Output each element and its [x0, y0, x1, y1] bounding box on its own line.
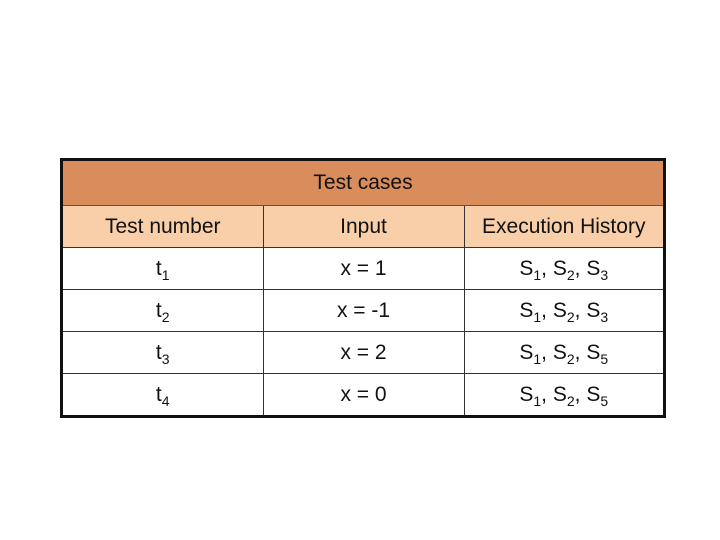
- input-cell: x = 2: [263, 332, 464, 374]
- input-cell: x = 0: [263, 374, 464, 416]
- table-row: [63, 332, 663, 374]
- column-header-input: Input: [263, 206, 464, 248]
- column-header-execution-history: Execution History: [464, 206, 663, 248]
- execution-history-cell: $S_1$, $S_2$, $S_3$: [464, 248, 663, 290]
- test-number-cell: $t_2$: [63, 290, 263, 332]
- test-cases-table: [60, 158, 666, 418]
- column-header-test-number: Test number: [63, 206, 263, 248]
- execution-history-cell: $S_1$, $S_2$, $S_5$: [464, 332, 663, 374]
- table-title-row: [63, 161, 663, 206]
- table-row: [63, 374, 663, 416]
- table-row: [63, 290, 663, 332]
- test-number-cell: $t_1$: [63, 248, 263, 290]
- execution-history-cell: $S_1$, $S_2$, $S_5$: [464, 374, 663, 416]
- test-number-cell: $t_4$: [63, 374, 263, 416]
- table-row: [63, 248, 663, 290]
- test-cases-grid: [63, 161, 663, 415]
- input-cell: x = 1: [263, 248, 464, 290]
- test-number-cell: $t_3$: [63, 332, 263, 374]
- table-title: Test cases: [63, 161, 663, 206]
- input-cell: x = -1: [263, 290, 464, 332]
- execution-history-cell: $S_1$, $S_2$, $S_3$: [464, 290, 663, 332]
- table-header-row: [63, 206, 663, 248]
